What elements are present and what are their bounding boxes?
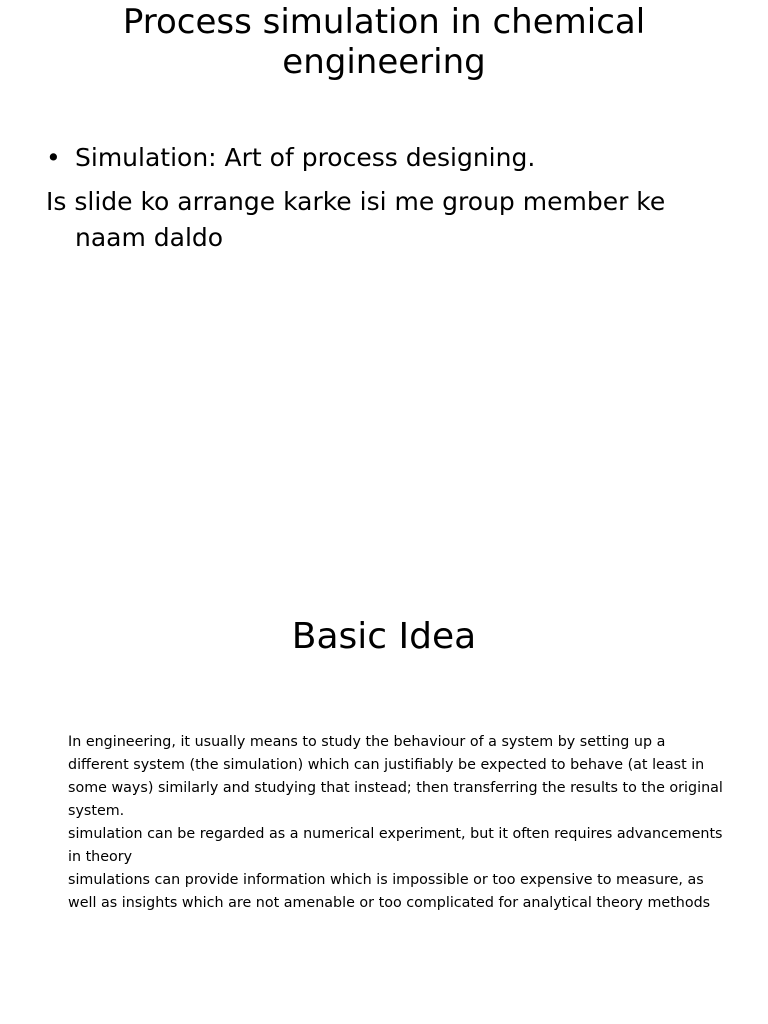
slide-1-title: Process simulation in chemical engineering xyxy=(122,2,646,82)
bullet-text: Simulation: Art of process designing. xyxy=(75,143,536,172)
slide-2 xyxy=(0,512,768,1024)
body-paragraph: simulation can be regarded as a numerical experiment, but it often requires advancements in theory xyxy=(68,826,723,865)
bullet-item xyxy=(46,140,736,176)
bullet-dot-icon: • xyxy=(46,143,61,172)
slide-2-title: Basic Idea xyxy=(291,616,477,657)
body-paragraph: simulations can provide information which is impossible or too expensive to measure, as well as insights which are not amenable or too complicated for analytical theory methods xyxy=(68,872,711,911)
note-text: Is slide ko arrange karke isi me group member ke naam daldo xyxy=(46,187,666,252)
body-paragraph: In engineering, it usually means to study the behaviour of a system by setting up a different system (the simulation) which can justifiably be expected to behave (at least in some ways) similarly and studying that instead; then transferring the results to the original system. xyxy=(68,734,723,819)
slide-1-bullet-list xyxy=(46,140,736,264)
slide-2-body xyxy=(68,731,728,915)
